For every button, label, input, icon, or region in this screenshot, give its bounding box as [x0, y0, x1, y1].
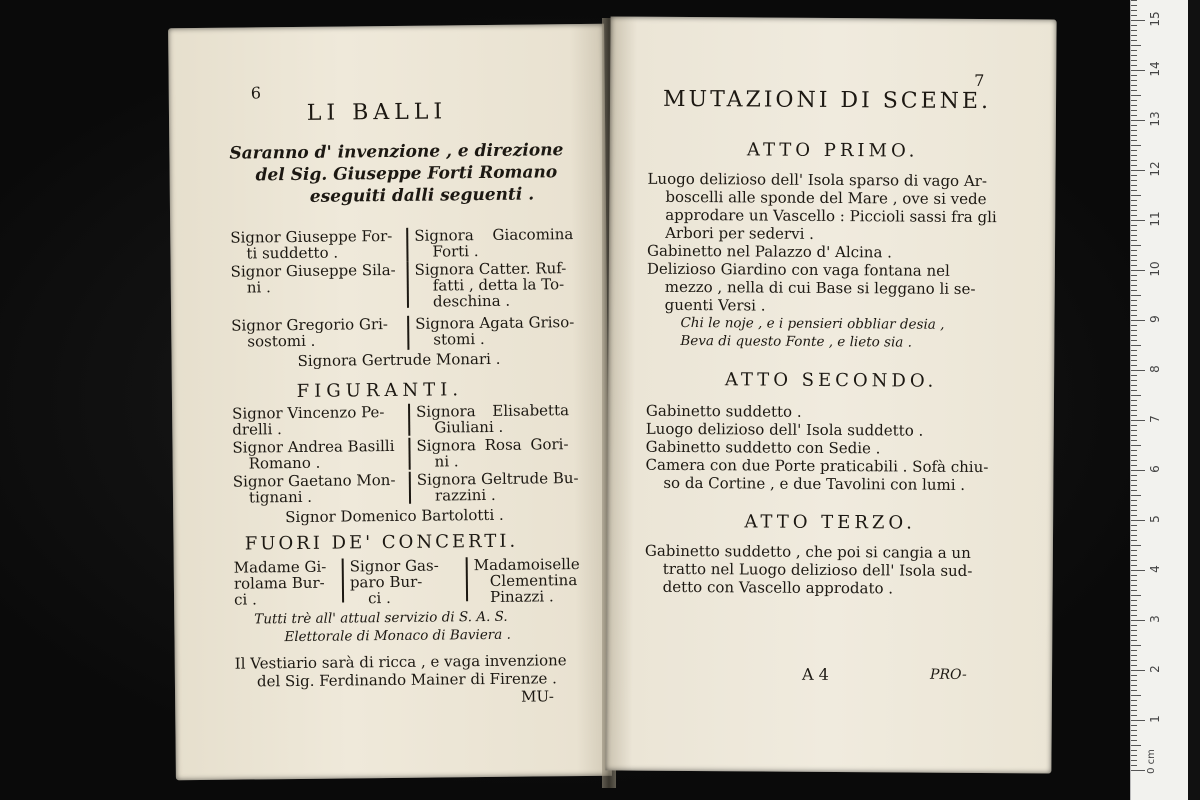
ruler-tick: [1131, 375, 1137, 376]
scene-line: Luogo delizioso dell' Isola sparso di vago Ar-: [647, 169, 988, 191]
ruler-tick: [1131, 720, 1145, 721]
ruler-tick: [1131, 715, 1137, 716]
ruler-tick: [1131, 495, 1141, 496]
ruler-tick: [1131, 515, 1137, 516]
ruler-tick: [1131, 645, 1141, 646]
fuori-line: Pinazzi .: [489, 587, 554, 606]
ruler-tick: [1131, 765, 1137, 766]
dancer-line: fatti , detta la To-: [432, 275, 565, 295]
ruler-tick: [1131, 640, 1137, 641]
ruler-number: 14: [1148, 61, 1162, 77]
fuori-line: Madamoiselle: [473, 555, 580, 575]
ruler-tick: [1131, 330, 1137, 331]
note-line: Elettorale di Monaco di Baviera .: [284, 626, 511, 646]
ruler-tick: [1131, 725, 1137, 726]
fuori-line: Madame Gi-: [233, 557, 327, 577]
ruler-tick: [1131, 415, 1137, 416]
ruler-tick: [1131, 550, 1137, 551]
ruler-number: 8: [1148, 365, 1162, 373]
ruler-tick: [1131, 120, 1145, 121]
act-title: ATTO PRIMO.: [746, 139, 919, 162]
measuring-ruler: [1130, 0, 1189, 800]
ruler-tick: [1131, 505, 1137, 506]
ruler-number: 7: [1148, 415, 1162, 423]
figurante-line: Signor Vincenzo Pe-: [232, 403, 385, 423]
note-line: Tutti trè all' attual servizio di S. A. S.: [254, 608, 508, 628]
figurante-line: drelli .: [232, 420, 282, 439]
scene-line: mezzo , nella di cui Base si leggano li se-: [664, 277, 976, 299]
ruler-tick: [1131, 480, 1137, 481]
ruler-tick: [1131, 470, 1145, 471]
fuori-line: ci .: [367, 589, 391, 608]
ruler-tick: [1131, 135, 1137, 136]
dancer-line: sostomi .: [247, 331, 316, 351]
ruler-tick: [1131, 770, 1145, 771]
ruler-tick: [1131, 325, 1137, 326]
section-title: FUORI DE' CONCERTI.: [244, 530, 519, 555]
fuori-line: rolama Bur-: [233, 573, 325, 593]
ruler-tick: [1131, 740, 1137, 741]
figurante-line: Signor Gaetano Mon-: [232, 470, 396, 491]
figurante-line: Signor Domenico Bartolotti .: [285, 505, 504, 527]
ruler-tick: [1131, 565, 1137, 566]
ruler-tick: [1131, 675, 1137, 676]
scene-line: Arbori per sedervi .: [665, 223, 815, 243]
column-divider: [407, 262, 409, 308]
ruler-tick: [1131, 80, 1137, 81]
scene-line: Luogo delizioso dell' Isola suddetto .: [645, 419, 924, 440]
ruler-tick: [1131, 125, 1137, 126]
ruler-tick: [1131, 165, 1137, 166]
ruler-tick: [1131, 250, 1137, 251]
ruler-tick: [1131, 195, 1141, 196]
ruler-tick: [1131, 355, 1137, 356]
verse-line: Beva di questo Fonte , e lieto sia .: [680, 332, 913, 351]
scene-line: boscelli alle sponde del Mare , ove si vede: [665, 187, 987, 209]
left-page: [168, 24, 612, 781]
ruler-tick: [1131, 425, 1137, 426]
ruler-tick: [1131, 615, 1137, 616]
ruler-tick: [1131, 315, 1137, 316]
figurante-line: Romano .: [248, 453, 321, 473]
ruler-tick: [1131, 555, 1137, 556]
figurante-line: ni .: [434, 452, 459, 471]
ruler-tick: [1131, 245, 1141, 246]
ruler-tick: [1131, 235, 1137, 236]
fuori-line: Clementina: [489, 571, 578, 590]
column-divider: [409, 472, 411, 504]
scene-line: tratto nel Luogo delizioso dell' Isola sud-: [662, 559, 973, 580]
figurante-line: Signora Rosa Gori-: [416, 435, 569, 455]
figurante-line: Giuliani .: [434, 417, 504, 437]
ruler-tick: [1131, 225, 1137, 226]
ruler-tick: [1131, 650, 1137, 651]
ruler-tick: [1131, 70, 1145, 71]
verse-line: Chi le noje , e i pensieri obbliar desia ,: [680, 314, 945, 333]
scene-line: guenti Versi .: [664, 295, 766, 315]
ruler-tick: [1131, 65, 1137, 66]
ruler-tick: [1131, 445, 1141, 446]
column-divider: [342, 558, 344, 602]
ruler-number: 9: [1148, 315, 1162, 323]
dancer-line: Signora Giacomina: [414, 225, 574, 245]
catchword: PRO-: [929, 666, 967, 683]
scene-line: Gabinetto suddetto con Sedie .: [645, 437, 881, 458]
ruler-tick: [1131, 680, 1137, 681]
ruler-tick: [1131, 665, 1137, 666]
intro-line: Saranno d' invenzione , e direzione: [229, 140, 564, 164]
ruler-tick: [1131, 455, 1137, 456]
ruler-tick: [1131, 190, 1137, 191]
ruler-tick: [1131, 490, 1137, 491]
column-divider: [408, 438, 410, 470]
section-title: FIGURANTI.: [296, 379, 464, 402]
dancer-line: Forti .: [432, 242, 479, 261]
act-title: ATTO SECONDO.: [724, 369, 938, 392]
ruler-tick: [1131, 385, 1137, 386]
dancer-line: ni .: [246, 278, 271, 297]
dancer-line: deschina .: [432, 291, 511, 311]
ruler-tick: [1131, 605, 1137, 606]
ruler-tick: [1131, 230, 1137, 231]
ruler-tick: [1131, 150, 1137, 151]
page-title: MUTAZIONI DI SCENE.: [662, 86, 992, 115]
ruler-tick: [1131, 635, 1137, 636]
ruler-number: 6: [1148, 465, 1162, 473]
ruler-tick: [1131, 625, 1137, 626]
ruler-tick: [1131, 730, 1137, 731]
ruler-tick: [1131, 95, 1141, 96]
scene-line: Gabinetto suddetto .: [645, 401, 802, 421]
ruler-tick: [1131, 100, 1137, 101]
ruler-tick: [1131, 510, 1137, 511]
ruler-tick: [1131, 630, 1137, 631]
ruler-tick: [1131, 695, 1141, 696]
ruler-tick: [1131, 620, 1145, 621]
figurante-line: Signora Geltrude Bu-: [416, 469, 579, 489]
ruler-tick: [1131, 215, 1137, 216]
ruler-number: 5: [1148, 515, 1162, 523]
ruler-tick: [1131, 295, 1141, 296]
ruler-tick: [1131, 20, 1145, 21]
dancer-line: ti suddetto .: [246, 243, 339, 263]
ruler-tick: [1131, 155, 1137, 156]
figurante-line: Signora Elisabetta: [416, 401, 570, 421]
ruler-tick: [1131, 270, 1145, 271]
dancer-line: Signora Gertrude Monari .: [297, 349, 501, 370]
ruler-tick: [1131, 390, 1137, 391]
ruler-tick: [1131, 670, 1145, 671]
frame-edge: [1188, 0, 1200, 800]
ruler-tick: [1131, 290, 1137, 291]
ruler-tick: [1131, 310, 1137, 311]
page-title: LI BALLI: [306, 99, 448, 126]
ruler-tick: [1131, 180, 1137, 181]
column-divider: [408, 404, 410, 436]
ruler-tick: [1131, 200, 1137, 201]
ruler-tick: [1131, 255, 1137, 256]
column-divider: [466, 557, 468, 601]
ruler-tick: [1131, 745, 1141, 746]
dancer-line: Signora Agata Griso-: [415, 313, 575, 333]
ruler-number: 12: [1148, 161, 1162, 177]
ruler-number: 1: [1148, 715, 1162, 723]
ruler-tick: [1131, 450, 1137, 451]
ruler-tick: [1131, 420, 1145, 421]
ruler-tick: [1131, 690, 1137, 691]
ruler-tick: [1131, 395, 1141, 396]
dancer-line: Signor Gregorio Gri-: [231, 315, 389, 335]
ruler-tick: [1131, 735, 1137, 736]
figurante-line: Signor Andrea Basilli: [232, 436, 395, 457]
ruler-tick: [1131, 320, 1145, 321]
ruler-tick: [1131, 340, 1137, 341]
ruler-tick: [1131, 685, 1137, 686]
ruler-tick: [1131, 500, 1137, 501]
ruler-tick: [1131, 25, 1137, 26]
ruler-tick: [1131, 145, 1141, 146]
ruler-tick: [1131, 485, 1137, 486]
vestiario-line: del Sig. Ferdinando Mainer di Firenze .: [256, 669, 557, 691]
ruler-tick: [1131, 5, 1137, 6]
scene-line: so da Cortine , e due Tavolini con lumi .: [663, 473, 966, 494]
ruler-number: 3: [1148, 615, 1162, 623]
column-divider: [407, 316, 409, 350]
ruler-tick: [1131, 525, 1137, 526]
ruler-tick: [1131, 265, 1137, 266]
ruler-tick: [1131, 345, 1141, 346]
ruler-tick: [1131, 260, 1137, 261]
ruler-tick: [1131, 570, 1145, 571]
ruler-tick: [1131, 160, 1137, 161]
intro-line: del Sig. Giuseppe Forti Romano: [255, 162, 558, 186]
ruler-tick: [1131, 40, 1137, 41]
vestiario-line: Il Vestiario sarà di ricca , e vaga invenzione: [234, 651, 567, 673]
ruler-tick: [1131, 585, 1137, 586]
ruler-tick: [1131, 750, 1137, 751]
ruler-tick: [1131, 15, 1137, 16]
ruler-tick: [1131, 175, 1137, 176]
ruler-tick: [1131, 30, 1137, 31]
ruler-tick: [1131, 595, 1141, 596]
ruler-number: 15: [1148, 11, 1162, 27]
ruler-tick: [1131, 280, 1137, 281]
ruler-tick: [1131, 60, 1137, 61]
ruler-tick: [1131, 220, 1145, 221]
ruler-tick: [1131, 170, 1145, 171]
ruler-tick: [1131, 520, 1145, 521]
ruler-tick: [1131, 365, 1137, 366]
ruler-tick: [1131, 400, 1137, 401]
fuori-line: Signor Gas-: [349, 556, 439, 576]
fuori-line: ci .: [233, 590, 257, 609]
ruler-tick: [1131, 300, 1137, 301]
ruler-number: 2: [1148, 665, 1162, 673]
ruler-tick: [1131, 560, 1137, 561]
ruler-tick: [1131, 305, 1137, 306]
ruler-number: 4: [1148, 565, 1162, 573]
ruler-tick: [1131, 10, 1137, 11]
dancer-line: Signor Giuseppe For-: [230, 226, 393, 247]
scene-line: detto con Vascello approdato .: [662, 577, 894, 598]
ruler-tick: [1131, 600, 1137, 601]
ruler-tick: [1131, 530, 1137, 531]
ruler-tick: [1131, 45, 1141, 46]
scene-line: Camera con due Porte praticabili . Sofà chiu-: [645, 455, 989, 477]
ruler-tick: [1131, 75, 1137, 76]
ruler-tick: [1131, 405, 1137, 406]
ruler-tick: [1131, 430, 1137, 431]
ruler-tick: [1131, 580, 1137, 581]
ruler-tick: [1131, 575, 1137, 576]
right-page: [605, 16, 1056, 773]
ruler-tick: [1131, 590, 1137, 591]
scene-line: Gabinetto suddetto , che poi si cangia a un: [644, 541, 971, 562]
ruler-tick: [1131, 535, 1137, 536]
ruler-tick: [1131, 105, 1137, 106]
scene-line: approdare un Vascello : Piccioli sassi fra gli: [665, 205, 997, 227]
act-title: ATTO TERZO.: [744, 511, 916, 534]
ruler-tick: [1131, 435, 1137, 436]
ruler-tick: [1131, 475, 1137, 476]
open-book: [168, 18, 1058, 788]
ruler-tick: [1131, 545, 1141, 546]
column-divider: [406, 228, 408, 262]
ruler-tick: [1131, 210, 1137, 211]
ruler-tick: [1131, 755, 1137, 756]
ruler-tick: [1131, 700, 1137, 701]
dancer-line: Signora Catter. Ruf-: [414, 259, 567, 279]
dancer-line: Signor Giuseppe Sila-: [230, 260, 396, 281]
ruler-tick: [1131, 115, 1137, 116]
scene-line: Gabinetto nel Palazzo d' Alcina .: [646, 241, 893, 262]
figurante-line: razzini .: [434, 485, 496, 505]
intro-line: eseguiti dalli seguenti .: [309, 184, 535, 207]
ruler-tick: [1131, 655, 1137, 656]
ruler-tick: [1131, 0, 1137, 1]
ruler-number: 13: [1148, 111, 1162, 127]
ruler-tick: [1131, 380, 1137, 381]
ruler-tick: [1131, 465, 1137, 466]
ruler-tick: [1131, 440, 1137, 441]
ruler-tick: [1131, 335, 1137, 336]
ruler-tick: [1131, 85, 1137, 86]
signature-mark: A 4: [801, 664, 829, 684]
ruler-tick: [1131, 185, 1137, 186]
ruler-tick: [1131, 540, 1137, 541]
dancer-line: stomi .: [433, 330, 485, 349]
ruler-tick: [1131, 350, 1137, 351]
ruler-tick: [1131, 610, 1137, 611]
ruler-tick: [1131, 460, 1137, 461]
ruler-tick: [1131, 35, 1137, 36]
ruler-tick: [1131, 50, 1137, 51]
ruler-tick: [1131, 275, 1137, 276]
ruler-tick: [1131, 760, 1137, 761]
catchword: MU-: [520, 687, 554, 706]
fuori-line: paro Bur-: [349, 572, 423, 592]
ruler-tick: [1131, 130, 1137, 131]
ruler-tick: [1131, 110, 1137, 111]
ruler-tick: [1131, 410, 1137, 411]
ruler-unit-label: 0 cm: [1145, 749, 1157, 774]
ruler-tick: [1131, 370, 1145, 371]
figurante-line: tignani .: [248, 487, 313, 507]
page-number: 7: [974, 70, 985, 91]
page-number: 6: [250, 83, 262, 103]
ruler-tick: [1131, 140, 1137, 141]
ruler-tick: [1131, 285, 1137, 286]
ruler-number: 10: [1148, 261, 1162, 277]
ruler-tick: [1131, 710, 1137, 711]
ruler-tick: [1131, 55, 1137, 56]
ruler-tick: [1131, 360, 1137, 361]
scene-line: Delizioso Giardino con vaga fontana nel: [646, 259, 950, 280]
ruler-tick: [1131, 705, 1137, 706]
ruler-tick: [1131, 205, 1137, 206]
ruler-number: 11: [1148, 211, 1162, 227]
ruler-tick: [1131, 90, 1137, 91]
ruler-tick: [1131, 240, 1137, 241]
ruler-tick: [1131, 660, 1137, 661]
